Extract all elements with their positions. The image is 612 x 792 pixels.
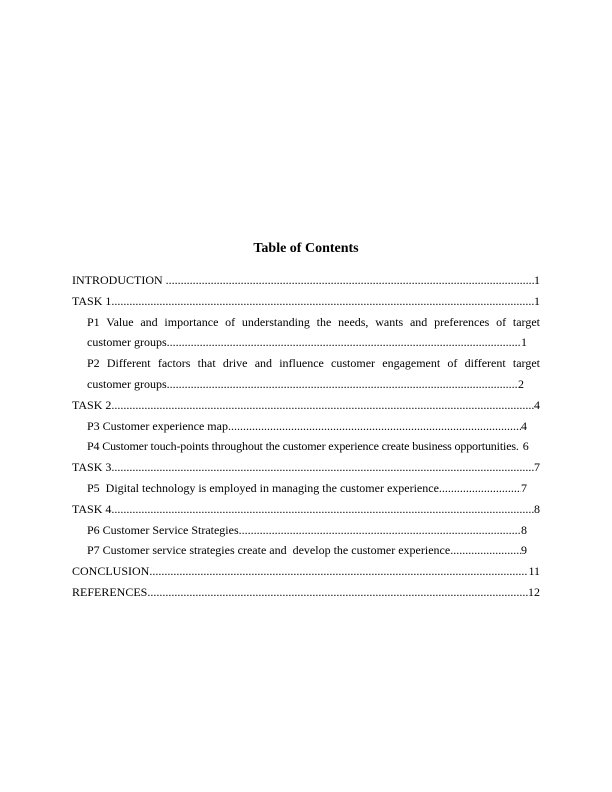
toc-entry-introduction[interactable]: [72, 270, 540, 291]
dot-leader: [149, 561, 528, 582]
toc-entry-p3[interactable]: [72, 416, 540, 437]
dot-leader: [439, 478, 521, 499]
toc-entry-label: TASK 4: [72, 501, 112, 516]
toc-page-number: 8: [521, 522, 527, 537]
toc-page-number: 4: [521, 418, 527, 433]
toc-entry-label: P2 Different factors that drive and influence customer engagement of different target: [87, 356, 540, 371]
toc-entry-task-2[interactable]: [72, 395, 540, 416]
toc-entry-conclusion[interactable]: [72, 561, 540, 582]
toc-entry-label-continued: customer groups: [87, 376, 167, 391]
toc-page-number: 4: [534, 397, 540, 412]
toc-entry-task-4[interactable]: [72, 499, 540, 520]
table-of-contents: [72, 270, 540, 603]
toc-entry-label: CONCLUSION: [72, 564, 150, 579]
toc-page-number: 7: [521, 480, 527, 495]
toc-page-number: 12: [528, 584, 540, 599]
toc-entry-label: P1 Value and importance of understanding the needs, wants and preferences of target: [87, 314, 540, 329]
toc-page-number: 7: [534, 460, 540, 475]
toc-entry-label: TASK 2: [72, 397, 112, 412]
dot-leader: [111, 291, 534, 312]
toc-page-number: 2: [518, 376, 524, 391]
toc-entry-p4[interactable]: [72, 436, 540, 457]
dot-leader: [111, 499, 534, 520]
toc-page-number: 6: [522, 439, 529, 454]
toc-entry-p5[interactable]: [72, 478, 540, 499]
toc-entry-label: REFERENCES: [72, 584, 148, 599]
dot-leader: [147, 582, 528, 603]
dot-leader: [167, 374, 518, 395]
toc-entry-references[interactable]: [72, 582, 540, 603]
dot-leader: [111, 457, 534, 478]
toc-page-number: 11: [528, 564, 540, 579]
toc-entry-label: TASK 1: [72, 293, 112, 308]
toc-entry-label: INTRODUCTION: [72, 273, 166, 287]
toc-entry-label: P5 Digital technology is employed in managing the customer experience: [87, 480, 439, 495]
toc-entry-p2[interactable]: [72, 353, 540, 395]
toc-entry-task-1[interactable]: [72, 291, 540, 312]
toc-entry-label: TASK 3: [72, 460, 112, 475]
dot-leader: [111, 395, 534, 416]
toc-page-number: 1: [521, 335, 527, 350]
toc-entry-task-3[interactable]: [72, 457, 540, 478]
toc-entry-label-continued: customer groups: [87, 335, 167, 350]
toc-entry-label: P3 Customer experience map: [87, 418, 228, 433]
toc-entry-label: P6 Customer Service Strategies: [87, 522, 239, 537]
toc-entry-label: P4 Customer touch-points throughout the customer experience create business opportunities.: [87, 439, 519, 454]
dot-leader: [167, 332, 521, 353]
toc-page-number: 9: [521, 543, 527, 558]
toc-page-number: 8: [534, 501, 540, 516]
toc-entry-p1[interactable]: [72, 312, 540, 354]
dot-leader: [239, 520, 521, 541]
toc-page-number: 1: [534, 273, 540, 287]
toc-page-number: 1: [534, 293, 540, 308]
dot-leader: [228, 416, 521, 437]
toc-entry-label: P7 Customer service strategies create and develop the customer experience: [87, 543, 451, 558]
toc-entry-p6[interactable]: [72, 520, 540, 541]
toc-entry-p7[interactable]: [72, 540, 540, 561]
toc-title: Table of Contents: [253, 241, 359, 256]
dot-leader: [166, 270, 534, 291]
dot-leader: [450, 540, 521, 561]
